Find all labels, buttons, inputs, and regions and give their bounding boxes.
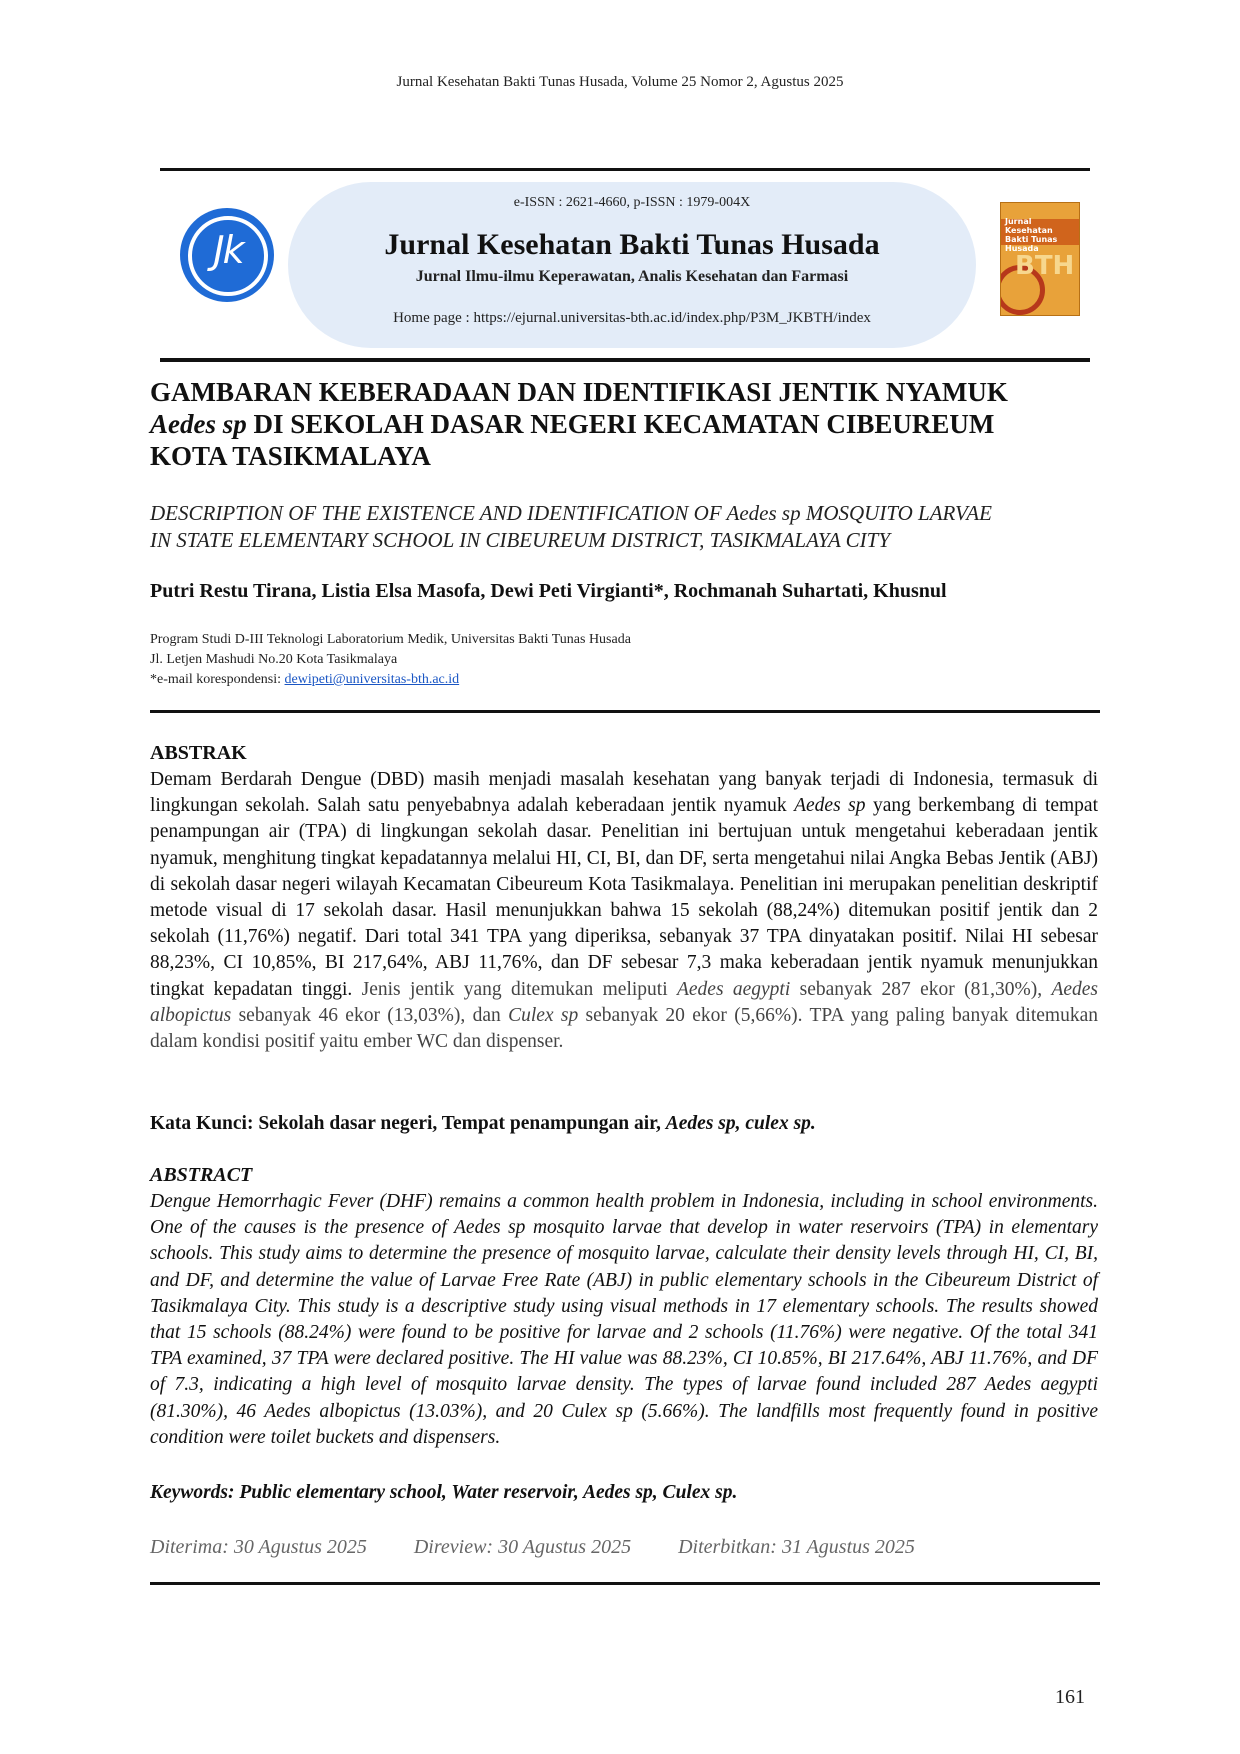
journal-homepage[interactable]: Home page : https://ejurnal.universitas-bth.ac.id/index.php/P3M_JKBTH/index [393, 310, 871, 326]
date-published: Diterbitkan: 31 Agustus 2025 [678, 1536, 915, 1558]
issn: e-ISSN : 2621-4660, p-ISSN : 1979-004X [513, 195, 751, 210]
keywords: Keywords: Public elementary school, Water reservoir, Aedes sp, Culex sp. [150, 1482, 738, 1503]
abstrak-species-1: Aedes sp [794, 795, 866, 817]
header-rule [160, 168, 1090, 171]
journal-subtitle: Jurnal Ilmu-ilmu Keperawatan, Analis Kesehatan dan Farmasi [415, 268, 849, 285]
abstract-body: Dengue Hemorrhagic Fever (DHF) remains a common health problem in Indonesia, including in school environments. One of the causes is the presence of Aedes sp mosquito larvae that develop in water reservoirs (TPA) in elementary schools. This study aims to determine the presence of mosquito larvae, calculate their density levels through HI, CI, BI, and DF, and determine the value of Larvae Free Rate (ABJ) in public elementary schools in the Cibeureum District of Tasikmalaya City. This study is a descriptive study using visual methods in 17 elementary schools. The results showed that 15 schools (88.24%) were found to be positive for larvae and 2 schools (11.76%) were negative. Of the total 341 TPA examined, 37 TPA were declared positive. The HI value was 88.23%, CI 10.85%, BI 217.64%, ABJ 11.76%, and DF of 7.3, indicating a high level of mosquito larvae density. The types of larvae found included 287 Aedes aegypti (81.30%), 46 Aedes albopictus (13.03%), and 20 Culex sp (5.66%). The landfills most frequently found in positive condition were toilet buckets and dispensers. [150, 1191, 1098, 1448]
journal-name: Jurnal Kesehatan Bakti Tunas Husada [384, 228, 880, 261]
article-title [150, 376, 1100, 472]
title-line-1: GAMBARAN KEBERADAAN DAN IDENTIFIKASI JENTIK NYAMUK [150, 377, 1008, 407]
abstrak-text-6: sebanyak 20 ekor (5,66%). TPA yang paling banyak ditemukan dalam kondisi positif yaitu ember WC dan dispenser. [150, 1004, 1098, 1053]
cover-title: Jurnal Kesehatan Bakti Tunas Husada [1005, 217, 1058, 253]
abstrak-species-2: Aedes aegypti [676, 978, 791, 1000]
affiliation-email-line [150, 670, 1100, 690]
abstrak-species-4: Culex sp [508, 1004, 579, 1026]
title-line-2 [150, 408, 1100, 440]
article-dates [150, 1536, 1100, 1559]
kata-kunci [150, 1113, 1098, 1135]
affiliation-rule [150, 710, 1100, 713]
email-label: *e-mail korespondensi: [150, 672, 285, 687]
date-received: Diterima: 30 Agustus 2025 [150, 1536, 367, 1558]
abstract-heading: ABSTRACT [150, 1164, 253, 1186]
affiliation-program: Program Studi D-III Teknologi Laboratorium Medik, Universitas Bakti Tunas Husada [150, 632, 631, 647]
abstrak-text-2: yang berkembang di tempat penampungan air (TPA) di lingkungan sekolah dasar. Penelitian ini bertujuan untuk mengetahui keberadaan jentik nyamuk, menghitung tingkat kepadatannya melalui HI, CI, BI, dan DF, serta mengetahui nilai Angka Bebas Jentik (ABJ) di sekolah dasar negeri wilayah Kecamatan Cibeureum Kota Tasikmalaya. Penelitian ini merupakan penelitian deskriptif metode visual di 17 sekolah dasar. Hasil menunjukkan bahwa 15 sekolah (88,24%) ditemukan positif jentik dan 2 sekolah (11,76%) negatif. Dari total 341 TPA yang diperiksa, sebanyak 37 TPA dinyatakan positif. Nilai HI sebesar 88,23%, CI 10,85%, BI 217,64%, ABJ 11,76%, dan DF sebesar 7,3 maka keberadaan jentik nyamuk menunjukkan tingkat kepadatan tinggi. [150, 795, 1099, 1000]
affiliation-address: Jl. Letjen Mashudi No.20 Kota Tasikmalaya [150, 652, 398, 667]
abstrak-species-3: Aedes albopictus [150, 978, 1099, 1026]
journal-cover-image [1000, 202, 1080, 316]
english-title [150, 500, 1100, 554]
title-line-3: KOTA TASIKMALAYA [150, 441, 431, 471]
english-title-line-1: DESCRIPTION OF THE EXISTENCE AND IDENTIFICATION OF Aedes sp MOSQUITO LARVAE [150, 501, 992, 525]
abstrak-heading: ABSTRAK [150, 742, 247, 764]
email-link[interactable]: dewipeti@universitas-bth.ac.id [284, 672, 460, 687]
cover-mark: BTH [1015, 251, 1075, 281]
abstrak-text-4: sebanyak 287 ekor (81,30%), [790, 978, 1052, 1000]
affiliation [150, 630, 1100, 690]
journal-logo-text: Jk [213, 228, 243, 272]
page-number: 161 [1055, 1686, 1085, 1708]
english-title-line-2: IN STATE ELEMENTARY SCHOOL IN CIBEUREUM DISTRICT, TASIKMALAYA CITY [150, 528, 891, 552]
running-header: Jurnal Kesehatan Bakti Tunas Husada, Volume 25 Nomor 2, Agustus 2025 [396, 74, 844, 90]
kata-kunci-species: Aedes sp, culex sp. [665, 1113, 816, 1134]
abstrak-body [150, 767, 1098, 1055]
date-reviewed: Direview: 30 Agustus 2025 [413, 1536, 632, 1558]
abstrak-text-1: Demam Berdarah Dengue (DBD) masih menjadi masalah kesehatan yang banyak terjadi di Indonesia, termasuk di lingkungan sekolah. Salah satu penyebabnya adalah keberadaan jentik nyamuk [150, 769, 1098, 817]
banner-rule [160, 358, 1090, 362]
authors: Putri Restu Tirana, Listia Elsa Masofa, Dewi Peti Virgianti*, Rochmanah Suhartati, Khusnul [150, 580, 947, 602]
abstrak-text-5: sebanyak 46 ekor (13,03%), dan [231, 1004, 509, 1026]
title-line-2-rest: DI SEKOLAH DASAR NEGERI KECAMATAN CIBEUREUM [246, 409, 995, 439]
title-species: Aedes sp [150, 409, 247, 439]
abstrak-text-3: Jenis jentik yang ditemukan meliputi [361, 978, 677, 1000]
kata-kunci-label: Kata Kunci: Sekolah dasar negeri, Tempat penampungan air, [150, 1113, 666, 1134]
footer-rule [150, 1582, 1100, 1585]
